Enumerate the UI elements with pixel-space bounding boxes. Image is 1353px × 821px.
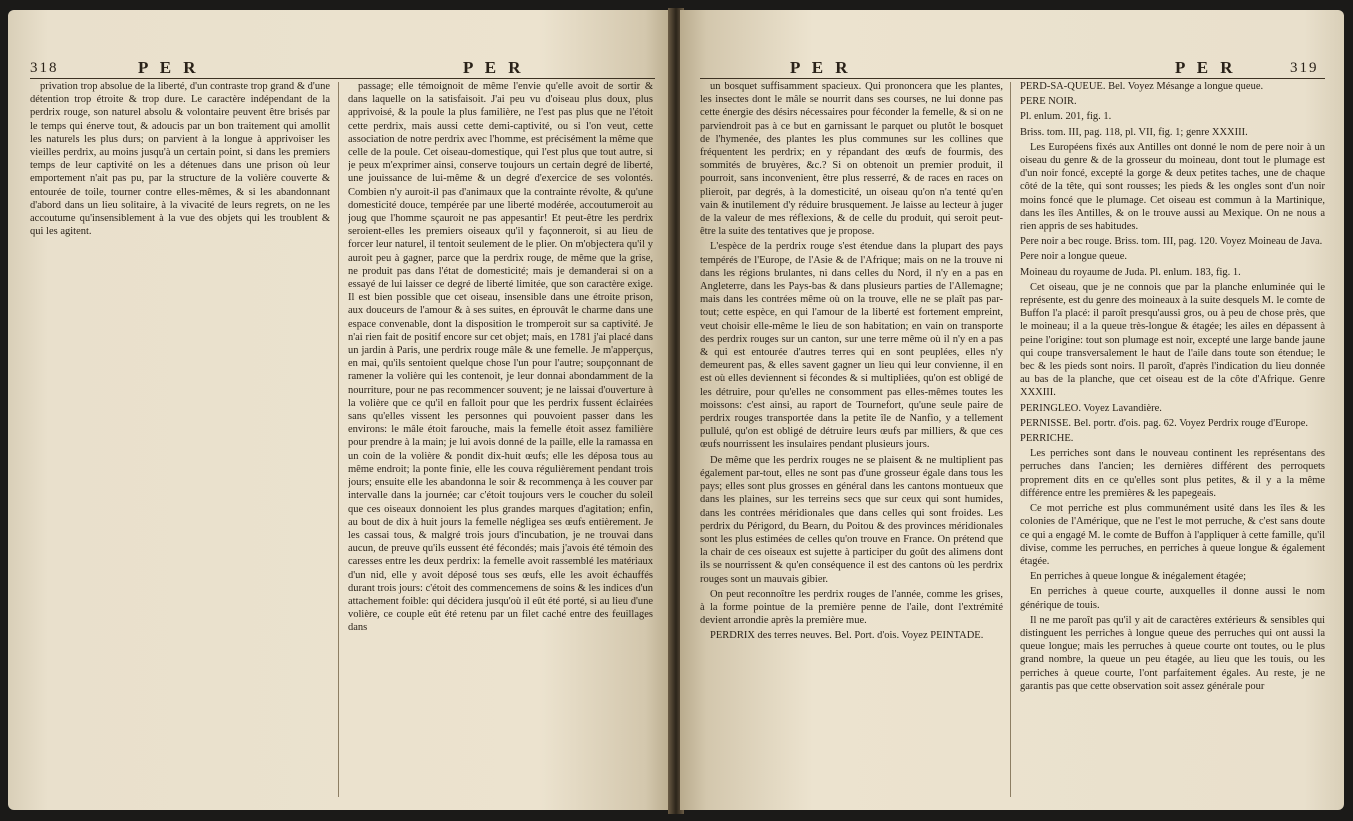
paragraph: En perriches à queue courte, auxquelles il donne aussi le nom générique de touis. xyxy=(1020,586,1325,611)
paragraph: Il ne me paroît pas qu'il y ait de caractères extérieurs & sensibles qui distinguent les perriches à longue queue des perruches qui ont aussi la queue longue; mais les perruches à queue courte ont toutes, ou le plus grand nombre, la queue un peu étagée, au lieu que les touis, ou les perriches à queue courte, l'ont parfaitement égales. Au reste, je ne garantis pas que cette observation soit assez générale pour xyxy=(1020,614,1325,692)
column-divider-left xyxy=(338,82,339,797)
left-column-1 xyxy=(30,80,330,800)
paragraph: Les perriches sont dans le nouveau continent les représentans des perruches dans l'ancien; les dernières différent des perroquets proprement dits en ce qu'elles sont plus petites, & il y a la même différence entre les premières & les papegeais. xyxy=(1020,448,1325,499)
right-page xyxy=(680,10,1344,810)
paragraph: privation trop absolue de la liberté, d'un contraste trop grand & d'une détention trop étroite & trop dure. Le caractère indépendant de la perdrix rouge, son naturel absolu & volontaire peuvent être brisés par le temps qui énerve tout, & adoucis par un bon traitement qui amollit les naturels les plus durs; on parvient à la longue à apprivoiser les vieilles perdrix, au moins jusqu'à un certain point, si dans les premiers temps de leur captivité on les a détenues dans une prison où leur emportement n'ait pas pu, par la structure de la volière couverte & entourée de toile, tourner contre elles-mêmes, & si les abandonnant d'abord dans un lieu solitaire, à la vivacité de leurs regrets, on ne les accoutume qu'insensiblement à la vue des objets qui les troublent & qui les agitent. xyxy=(30,81,330,238)
page-number-right: 319 xyxy=(1290,60,1319,76)
paragraph: On peut reconnoître les perdrix rouges de l'année, comme les grises, à la forme pointue de la première penne de l'aile, dont l'extrémité devient arrondie après la première mue. xyxy=(700,588,1003,627)
reference: Briss. tom. III, pag. 118, pl. VII, fig. 1; genre XXXIII. xyxy=(1020,126,1248,138)
paragraph: En perriches à queue longue & inégalement étagée; xyxy=(1030,571,1247,583)
paragraph: De même que les perdrix rouges ne se plaisent & ne multiplient pas également par-tout, elles ne sont pas d'une grosseur égale dans tous les pays; elles sont plus grosses en général dans les cantons montueux que dans les plaines, sur les terreins secs que sur ceux qui sont humides, dans les contrées méridionales que dans celles qui sont froides. Les perdrix du Périgord, du Bearn, du Poitou & des provinces méridionales sont les plus estimées de celles qu'on trouve en France. On prétend que la chair de ces oiseaux est sujette à participer du goût des alimens dont ils se nourrissent & qu'en conséquence il est des cantons où les perdrix rouges sont un mauvais gibier. xyxy=(700,454,1003,585)
paragraph: PERDRIX des terres neuves. Bel. Port. d'ois. Voyez PEINTADE. xyxy=(710,630,984,642)
entry-heading: PERD-SA-QUEUE. Bel. Voyez Mésange a longue queue. xyxy=(1020,81,1264,92)
paragraph: passage; elle témoignoit de même l'envie qu'elle avoit de sortir & dans laquelle on la satisfaisoit. J'ai peu vu d'oiseau plus doux, plus apprivoisé, & la poule la plus familière, ne l'est pas plus que ne l'étoit cette perdrix, mais aussi cette demi-captivité, ou si l'on veut, cette association de notre perdrix avec l'homme, est précisément la même que celle de la poule. Cet oiseau-domestique, qui l'est plus que tout autre, si je peux m'exprimer ainsi, conserve toujours un certain degré de liberté, une jouissance de lui-même & un degré d'exercice de ses volontés. Combien n'y auroit-il pas d'animaux que la contrainte révolte, & qu'une domesticité douce, tempérée par une liberté modérée, accoutumeroit au joug que l'homme sçauroit ne pas appesantir! Et peut-être les perdrix seroient-elles les premiers oiseaux qu'il y façonneroit, si au lieu de forcer leur naturel, il tentoit seulement de le plier. On m'objectera qu'il y auroit peu à gagner, parce que la perdrix rouge, de même que la grise, ne produit pas dans l'état de domesticité; mais je demanderai si on a essayé de lui laisser ce degré de liberté limitée, que son caractère exige. Il est bien possible que cet oiseau, insensible dans une étroite prison, aux douceurs de l'amour & à ses suites, en éprouvât le charme dans une espace convenable, dont la disposition le tromperoit sur sa captivité. Je n'ai rien fait de positif encore sur cet objet; mais, en 1781 j'ai placé dans un jardin à Paris, une perdrix rouge mâle & une femelle. Je m'apperçus, en mai, qu'ils sentoient quelque chose l'un pour l'autre; soupçonnant de ramener la volière qui les contenoit, je leur donnai abondamment de la nourriture, pour ne pas recommencer souvent; je ne laissai d'ouverture à la volière que ce qu'il en falloit pour que les perdrix fussent éclairées sans qu'elles vissent les personnes qui pouvoient passer dans les environs: le mâle étoit farouche, mais la femelle étoit assez familière pour prendre à la main; je lui avois donné de la paille, elle la ramassa en un coin de la volière & pondit dix-huit œufs; elle les déposa tous au même endroit; la ponte finie, elle les couva régulièrement pendant trois jours; ensuite elle les abandonna le soir & recommença à les couver par intervalle dans la journée; car c'étoit toujours vers le coucher du soleil que ces oiseaux donnoient les plus grandes marques d'agitation; enfin, au bout de dix à huit jours la femelle négligea ses œufs entièrement. Je les cassai tous, & malgré trois jours d'incubation, je ne trouvai dans aucun, de preuve qu'ils eussent été fécondés; mais j'avois été témoin des caresses entre les deux perdrix: la femelle avoit rassemblé les matériaux d'un nid, elle y avoit déposé tous ses œufs, elle les avoit échauffés durant trois jours: c'étoit des commencemens de soins & les indices d'un attachement foible: qui décidera jusqu'où il eût été porté, si au lieu d'une volière, ce couple eût été retenu par un filet caché entre des feuillages dans xyxy=(348,81,653,634)
paragraph: Cet oiseau, que je ne connois que par la planche enluminée qui le représente, est du genre des moineaux à la suite desquels M. le comte de Buffon l'a placé: il paroît presqu'aussi gros, ou à peu de chose près, que le moineau; il a la queue très-longue & étagée; les ailes en dépassent à peine l'origine: tout son plumage est noir, excepté une large bande jaune qui coupe transversalement le haut de l'aile dans toute son étendue; le bec & les pieds sont noirs. Il paroît, d'après l'indication du lieu donnée au bas de la planche, que cet oiseau est de la côte d'Afrique. Genre XXXIII. xyxy=(1020,281,1325,399)
page-number-left: 318 xyxy=(30,60,59,76)
paragraph: Les Européens fixés aux Antilles ont donné le nom de pere noir à un oiseau du genre & de la grosseur du moineau, dont tout le plumage est d'un noir foncé, excepté la gorge & deux petites taches, une de chaque côté de la tête, qui sont rousses; les pieds & les ongles sont d'un noir moins foncé que le plumage. Cet oiseau est commun à la Martinique, dans les îles Antilles, & on le trouve aussi au Mexique. On ne nous a rien appris de ses habitudes. xyxy=(1020,141,1325,233)
right-column-1 xyxy=(700,80,1003,800)
header-rule-left xyxy=(30,78,655,79)
running-head-right-outer: P E R xyxy=(1175,58,1237,77)
left-column-2 xyxy=(348,80,653,800)
left-page xyxy=(8,10,672,810)
paragraph: Ce mot perriche est plus communément usité dans les îles & les colonies de l'Amérique, que ne l'est le mot perruche, & c'est sans doute ce qui a engagé M. le comte de Buffon à l'appliquer à cette famille, qu'il divise, comme les perruches, en perriches à queue longue & également étagée. xyxy=(1020,503,1325,567)
running-head-right-inner: P E R xyxy=(790,58,852,77)
column-divider-right xyxy=(1010,82,1011,797)
entry-heading: PERE NOIR. xyxy=(1020,96,1077,108)
paragraph: un bosquet suffisamment spacieux. Qui prononcera que les plantes, les insectes dont le mâle se nourrit dans ses courses, ne lui donne pas cette énergie des désirs nécessaires pour féconder la femelle, & si on ne parviendroit pas à ce but en garnissant le parquet ou plutôt le bosquet de l'hymenée, des plantes les plus communes sur les collines que fréquentent les perdrix; en y répandant des œufs de fourmis, des sommités de bruyères, &c.? Si on obtenoit un premier produit, il pourroit, sans inconvenient, être plus resserré, & de races en races on plieroit, par degrés, à la domesticité, un oiseau qu'on n'a tenté qu'en vain & inutilement d'y réduire brusquement. Je laisse au lecteur à juger de la valeur de mes réflexions, & de celle du produit, qui seroit peut-être la suite des tentatives que je propose. xyxy=(700,81,1003,238)
entry-heading: Pere noir a longue queue. xyxy=(1020,251,1128,263)
header-rule-right xyxy=(700,78,1325,79)
reference: Moineau du royaume de Juda. Pl. enlum. 183, fig. 1. xyxy=(1020,266,1241,278)
entry-heading: Pere noir a bec rouge. Briss. tom. III, pag. 120. Voyez Moineau de Java. xyxy=(1020,236,1323,248)
running-head-left-outer: P E R xyxy=(138,58,200,77)
right-column-2 xyxy=(1020,80,1325,800)
running-head-left-inner: P E R xyxy=(463,58,525,77)
paragraph: L'espèce de la perdrix rouge s'est étendue dans la plupart des pays tempérés de l'Europe, de l'Asie & de l'Afrique; mais on ne la trouve ni dans les régions brulantes, ni dans celles du Nord, il n'y en a pas en Angleterre, dans les Pays-bas & dans plusieurs parties de l'Allemagne; mais dans les contrées même où on la trouve, elle ne se plaît pas par-tout; cette espèce, en qui l'amour de la liberté est fortement empreint, veut choisir elle-même le lieu de son habitation; en vain on transporte des perdrix rouges sur un canton, sur une terre même où il n'y en a pas & qui est entourée d'autres terres qui en sont peuplées, elles n'y demeurent pas, & elles savent gagner un lieu qui leur convienne, il en est où elles deviennent si fécondes & si multipliées, qu'on est obligé de les détruire, pour qu'elles ne consomment pas elles-mêmes toutes les moissons: c'est ainsi, au raport de Tournefort, qu'une seule paire de perdrix rouges transportée dans la petite île de Nanfio, y a tellement pullulé, qu'on est obligé de détruire leurs œufs par milliers, & que ces œufs nourrissent les insulaires pendant plusieurs jours. xyxy=(700,241,1003,451)
reference: Pl. enlum. 201, fig. 1. xyxy=(1020,111,1112,123)
entry-heading: PERRICHE. xyxy=(1020,433,1074,445)
entry-heading: PERINGLEO. Voyez Lavandière. xyxy=(1020,402,1162,414)
entry-heading: PERNISSE. Bel. portr. d'ois. pag. 62. Voyez Perdrix rouge d'Europe. xyxy=(1020,417,1309,429)
